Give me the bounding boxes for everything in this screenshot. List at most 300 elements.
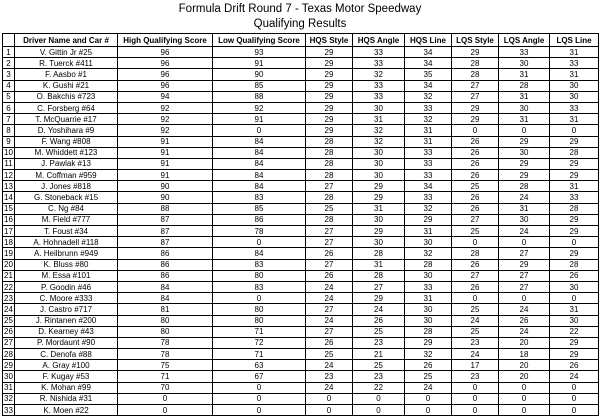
row-number-cell: 16 — [4, 215, 13, 225]
table-row — [3, 80, 599, 91]
score-cell: 93 — [213, 47, 306, 58]
score-cell: 24 — [353, 304, 405, 315]
score-cell: 32 — [353, 69, 405, 80]
score-cell: 30 — [550, 91, 599, 102]
row-number-cell: 5 — [3, 91, 15, 102]
score-cell: 30 — [353, 147, 405, 158]
score-cell: 0 — [118, 405, 213, 416]
table-row — [3, 259, 599, 270]
score-cell: 30 — [353, 170, 405, 181]
score-cell: 29 — [550, 349, 599, 360]
score-cell: 0 — [405, 393, 452, 404]
score-cell: 28 — [550, 147, 599, 158]
score-cell: 86 — [118, 270, 213, 281]
table-row — [3, 147, 599, 158]
table-row — [3, 315, 599, 326]
score-cell: 31 — [499, 91, 550, 102]
row-number-cell: 14 — [4, 193, 13, 203]
page-subtitle: Qualifying Results — [253, 18, 347, 30]
score-cell: 83 — [213, 192, 306, 203]
column-header: HQS Style — [306, 34, 353, 47]
driver-cell: C. Forsberg #64 — [15, 102, 118, 113]
score-cell: 33 — [550, 192, 599, 203]
row-number-cell: 21 — [4, 271, 13, 281]
score-cell: 29 — [353, 192, 405, 203]
score-cell: 32 — [405, 203, 452, 214]
driver-cell: M. Whiddett #123 — [15, 147, 118, 158]
score-cell: 86 — [118, 248, 213, 259]
score-cell: 33 — [405, 192, 452, 203]
score-cell: 29 — [306, 80, 353, 91]
score-cell: 96 — [118, 47, 213, 58]
score-cell: 33 — [550, 58, 599, 69]
driver-cell: C. Ng #84 — [15, 203, 118, 214]
score-cell: 78 — [118, 349, 213, 360]
score-cell: 0 — [550, 393, 599, 404]
score-cell: 28 — [452, 58, 499, 69]
score-cell: 29 — [550, 226, 599, 237]
table-row — [3, 214, 599, 225]
score-cell: 31 — [499, 69, 550, 80]
score-cell: 90 — [118, 181, 213, 192]
score-cell: 29 — [452, 47, 499, 58]
score-cell: 20 — [499, 337, 550, 348]
table-body — [3, 47, 599, 416]
driver-cell: K. Gushi #21 — [15, 80, 118, 91]
score-cell: 28 — [550, 259, 599, 270]
score-cell: 28 — [452, 248, 499, 259]
score-cell: 91 — [118, 170, 213, 181]
score-cell: 24 — [499, 226, 550, 237]
row-number-cell: 2 — [3, 58, 15, 69]
score-cell: 31 — [353, 114, 405, 125]
score-cell: 80 — [118, 315, 213, 326]
table-row — [3, 337, 599, 348]
score-cell: 0 — [452, 125, 499, 136]
table-row — [3, 270, 599, 281]
score-cell: 26 — [405, 360, 452, 371]
score-cell: 33 — [405, 170, 452, 181]
score-cell: 29 — [499, 158, 550, 169]
column-header: LQS Angle — [499, 34, 550, 47]
score-cell: 29 — [405, 214, 452, 225]
table-row — [3, 69, 599, 80]
table-row — [3, 102, 599, 113]
table-row — [3, 226, 599, 237]
score-cell: 33 — [405, 147, 452, 158]
column-header: High Qualifying Score — [118, 34, 213, 47]
score-cell: 27 — [306, 259, 353, 270]
row-number-cell: 25 — [4, 316, 13, 326]
score-cell: 28 — [306, 136, 353, 147]
score-cell: 20 — [499, 371, 550, 382]
score-cell: 24 — [306, 315, 353, 326]
score-cell: 96 — [118, 58, 213, 69]
row-number-cell: 22 — [4, 282, 13, 292]
score-cell: 27 — [306, 326, 353, 337]
score-cell: 0 — [452, 293, 499, 304]
score-cell: 29 — [306, 91, 353, 102]
table-row — [3, 360, 599, 371]
score-cell: 90 — [118, 192, 213, 203]
table-row — [3, 405, 599, 416]
score-cell: 0 — [353, 405, 405, 416]
score-cell: 30 — [353, 214, 405, 225]
column-header: Low Qualifying Score — [213, 34, 306, 47]
score-cell: 30 — [353, 102, 405, 113]
score-cell: 0 — [452, 237, 499, 248]
row-number-cell: 9 — [3, 136, 15, 147]
score-cell: 91 — [118, 136, 213, 147]
table-row — [3, 371, 599, 382]
score-cell: 0 — [213, 405, 306, 416]
score-cell: 29 — [550, 337, 599, 348]
row-number-cell: 12 — [4, 170, 13, 180]
row-number-cell: 20 — [4, 260, 13, 270]
score-cell: 84 — [213, 248, 306, 259]
score-cell: 35 — [405, 69, 452, 80]
driver-cell: F. Wang #808 — [15, 136, 118, 147]
score-cell: 84 — [118, 293, 213, 304]
score-cell: 29 — [550, 170, 599, 181]
score-cell: 72 — [213, 337, 306, 348]
score-cell: 28 — [306, 192, 353, 203]
score-cell: 31 — [550, 69, 599, 80]
score-cell: 31 — [353, 259, 405, 270]
score-cell: 0 — [306, 405, 353, 416]
score-cell: 30 — [550, 315, 599, 326]
score-cell: 29 — [550, 248, 599, 259]
table-row — [3, 203, 599, 214]
driver-cell: M. Essa #101 — [15, 270, 118, 281]
table-row — [3, 91, 599, 102]
score-cell: 27 — [452, 270, 499, 281]
row-number-cell: 18 — [4, 237, 13, 247]
score-cell: 0 — [550, 382, 599, 393]
score-cell: 27 — [499, 270, 550, 281]
score-cell: 71 — [213, 349, 306, 360]
driver-cell: D. Kearney #43 — [15, 326, 118, 337]
score-cell: 24 — [452, 349, 499, 360]
table-row — [3, 237, 599, 248]
score-cell: 27 — [306, 304, 353, 315]
score-cell: 30 — [405, 270, 452, 281]
score-cell: 29 — [550, 158, 599, 169]
score-cell: 28 — [452, 69, 499, 80]
score-cell: 20 — [499, 360, 550, 371]
score-cell: 32 — [405, 248, 452, 259]
score-cell: 84 — [213, 158, 306, 169]
score-cell: 31 — [550, 47, 599, 58]
score-cell: 33 — [405, 102, 452, 113]
score-cell: 28 — [306, 147, 353, 158]
score-cell: 24 — [499, 192, 550, 203]
score-cell: 28 — [405, 326, 452, 337]
score-cell: 34 — [405, 181, 452, 192]
score-cell: 33 — [353, 80, 405, 91]
score-cell: 27 — [499, 281, 550, 292]
column-header: LQS Style — [452, 34, 499, 47]
score-cell: 28 — [306, 158, 353, 169]
score-cell: 30 — [499, 214, 550, 225]
score-cell: 80 — [213, 315, 306, 326]
score-cell: 91 — [118, 158, 213, 169]
score-cell: 28 — [306, 170, 353, 181]
score-cell: 25 — [452, 304, 499, 315]
row-number-cell: 15 — [4, 204, 13, 214]
driver-cell: C. Denofa #88 — [15, 349, 118, 360]
score-cell: 31 — [550, 304, 599, 315]
score-cell: 87 — [118, 237, 213, 248]
table-row — [3, 326, 599, 337]
score-cell: 26 — [499, 315, 550, 326]
driver-cell: K. Bluss #80 — [15, 259, 118, 270]
score-cell: 29 — [499, 136, 550, 147]
score-cell: 0 — [452, 382, 499, 393]
score-cell: 75 — [118, 360, 213, 371]
score-cell: 30 — [353, 158, 405, 169]
score-cell: 29 — [353, 293, 405, 304]
driver-cell: O. Bakchis #723 — [15, 91, 118, 102]
row-number-cell: 31 — [4, 383, 13, 393]
row-number-cell: 28 — [4, 349, 13, 359]
score-cell: 34 — [405, 80, 452, 91]
score-cell: 24 — [306, 293, 353, 304]
column-header: LQS Line — [550, 34, 599, 47]
row-number-cell: 23 — [4, 293, 13, 303]
driver-cell: A. Hohnadell #118 — [15, 237, 118, 248]
score-cell: 34 — [405, 58, 452, 69]
score-cell: 17 — [452, 360, 499, 371]
score-cell: 0 — [499, 237, 550, 248]
score-cell: 25 — [306, 349, 353, 360]
score-cell: 26 — [353, 315, 405, 326]
score-cell: 23 — [353, 337, 405, 348]
score-cell: 28 — [306, 214, 353, 225]
driver-cell: C. Moore #333 — [15, 293, 118, 304]
score-cell: 29 — [499, 170, 550, 181]
score-cell: 31 — [405, 125, 452, 136]
score-cell: 29 — [353, 226, 405, 237]
driver-cell: T. McQuarrie #17 — [15, 114, 118, 125]
driver-cell: J. Jones #818 — [15, 181, 118, 192]
score-cell: 33 — [550, 102, 599, 113]
table-row — [3, 158, 599, 169]
driver-cell: A. Heilbrunn #949 — [15, 248, 118, 259]
score-cell: 30 — [405, 315, 452, 326]
table-row — [3, 192, 599, 203]
driver-cell: T. Foust #34 — [15, 226, 118, 237]
score-cell: 0 — [550, 237, 599, 248]
score-cell: 29 — [306, 47, 353, 58]
score-cell: 91 — [213, 58, 306, 69]
driver-cell: P. Goodin #46 — [15, 281, 118, 292]
score-cell: 28 — [353, 248, 405, 259]
page-title: Formula Drift Round 7 - Texas Motor Speedway — [178, 3, 422, 15]
score-cell: 27 — [306, 181, 353, 192]
score-cell: 30 — [405, 237, 452, 248]
table-row — [3, 125, 599, 136]
driver-cell: K. Mohan #99 — [15, 382, 118, 393]
score-cell: 30 — [499, 147, 550, 158]
score-cell: 0 — [550, 293, 599, 304]
score-cell: 26 — [306, 337, 353, 348]
score-cell: 30 — [353, 237, 405, 248]
driver-cell: R. Tuerck #411 — [15, 58, 118, 69]
score-cell: 24 — [306, 382, 353, 393]
score-cell: 0 — [499, 382, 550, 393]
score-cell: 84 — [213, 181, 306, 192]
score-cell: 26 — [452, 136, 499, 147]
score-cell: 25 — [452, 226, 499, 237]
score-cell: 85 — [213, 203, 306, 214]
score-cell: 30 — [499, 102, 550, 113]
score-cell: 33 — [499, 47, 550, 58]
score-cell: 78 — [213, 226, 306, 237]
score-cell: 25 — [452, 181, 499, 192]
score-cell: 23 — [452, 337, 499, 348]
score-cell: 29 — [306, 58, 353, 69]
row-number-cell: 26 — [4, 327, 13, 337]
driver-cell: K. Moen #22 — [15, 405, 118, 416]
score-cell: 27 — [306, 226, 353, 237]
row-number-cell: 27 — [4, 338, 13, 348]
score-cell: 28 — [550, 203, 599, 214]
score-cell: 0 — [499, 405, 550, 416]
score-cell: 32 — [405, 91, 452, 102]
table-row — [3, 58, 599, 69]
score-cell: 84 — [118, 281, 213, 292]
score-cell: 71 — [118, 371, 213, 382]
score-cell: 70 — [118, 382, 213, 393]
score-cell: 29 — [550, 214, 599, 225]
score-cell: 88 — [118, 203, 213, 214]
score-cell: 26 — [452, 203, 499, 214]
score-cell: 24 — [499, 304, 550, 315]
score-cell: 24 — [452, 315, 499, 326]
table-row — [3, 248, 599, 259]
score-cell: 85 — [213, 80, 306, 91]
driver-cell: M. Coffman #959 — [15, 170, 118, 181]
score-cell: 26 — [306, 248, 353, 259]
driver-cell: J. Rintanen #200 — [15, 315, 118, 326]
column-header — [3, 34, 15, 47]
score-cell: 31 — [405, 226, 452, 237]
driver-cell: J. Castro #717 — [15, 304, 118, 315]
score-cell: 0 — [452, 393, 499, 404]
score-cell: 63 — [213, 360, 306, 371]
score-cell: 26 — [452, 259, 499, 270]
driver-cell: G. Stoneback #15 — [15, 192, 118, 203]
score-cell: 81 — [118, 304, 213, 315]
row-number-cell: 7 — [3, 114, 15, 125]
driver-cell: A. Gray #100 — [15, 360, 118, 371]
score-cell: 0 — [499, 393, 550, 404]
table-row — [3, 136, 599, 147]
score-cell: 23 — [353, 371, 405, 382]
score-cell: 0 — [213, 393, 306, 404]
row-number-cell: 1 — [3, 47, 15, 58]
score-cell: 24 — [405, 382, 452, 393]
score-cell: 92 — [118, 114, 213, 125]
score-cell: 28 — [353, 270, 405, 281]
column-header: HQS Angle — [353, 34, 405, 47]
driver-cell: F. Aasbo #1 — [15, 69, 118, 80]
score-cell: 29 — [405, 337, 452, 348]
score-cell: 0 — [213, 293, 306, 304]
score-cell: 31 — [499, 203, 550, 214]
score-cell: 0 — [213, 382, 306, 393]
score-cell: 0 — [213, 237, 306, 248]
score-cell: 26 — [306, 270, 353, 281]
score-cell: 29 — [306, 69, 353, 80]
score-cell: 96 — [118, 80, 213, 91]
score-cell: 96 — [118, 69, 213, 80]
score-cell: 24 — [306, 281, 353, 292]
score-cell: 31 — [353, 203, 405, 214]
score-cell: 78 — [118, 337, 213, 348]
score-cell: 32 — [405, 114, 452, 125]
score-cell: 31 — [405, 136, 452, 147]
score-cell: 29 — [306, 125, 353, 136]
table-row — [3, 114, 599, 125]
score-cell: 26 — [452, 170, 499, 181]
row-number-cell: 19 — [4, 248, 13, 258]
score-cell: 25 — [452, 326, 499, 337]
score-cell: 29 — [452, 114, 499, 125]
score-cell: 26 — [550, 360, 599, 371]
score-cell: 24 — [306, 360, 353, 371]
table-row — [3, 304, 599, 315]
row-number-cell: 13 — [4, 181, 13, 191]
score-cell: 0 — [118, 393, 213, 404]
score-cell: 27 — [452, 91, 499, 102]
score-cell: 83 — [213, 281, 306, 292]
score-cell: 30 — [550, 281, 599, 292]
score-cell: 29 — [550, 136, 599, 147]
score-cell: 30 — [550, 80, 599, 91]
score-cell: 31 — [550, 181, 599, 192]
score-cell: 28 — [405, 259, 452, 270]
score-cell: 28 — [499, 181, 550, 192]
score-cell: 86 — [213, 214, 306, 225]
table-row — [3, 393, 599, 404]
score-cell: 25 — [353, 326, 405, 337]
score-cell: 67 — [213, 371, 306, 382]
row-number-cell: 3 — [3, 69, 15, 80]
score-cell: 23 — [306, 371, 353, 382]
score-cell: 24 — [550, 371, 599, 382]
score-cell: 86 — [118, 259, 213, 270]
row-number-cell: 33 — [4, 405, 13, 415]
score-cell: 31 — [550, 114, 599, 125]
table-row — [3, 349, 599, 360]
driver-cell: M. Field #777 — [15, 214, 118, 225]
driver-cell: J. Pawlak #13 — [15, 158, 118, 169]
score-cell: 25 — [405, 371, 452, 382]
score-cell: 26 — [550, 270, 599, 281]
score-cell: 22 — [550, 326, 599, 337]
score-cell: 30 — [405, 304, 452, 315]
score-cell: 32 — [405, 349, 452, 360]
row-number-cell: 10 — [4, 148, 13, 158]
driver-cell: F. Kugay #53 — [15, 371, 118, 382]
score-cell: 28 — [499, 80, 550, 91]
table-row — [3, 382, 599, 393]
score-cell: 24 — [499, 326, 550, 337]
score-cell: 27 — [306, 237, 353, 248]
score-cell: 94 — [118, 91, 213, 102]
